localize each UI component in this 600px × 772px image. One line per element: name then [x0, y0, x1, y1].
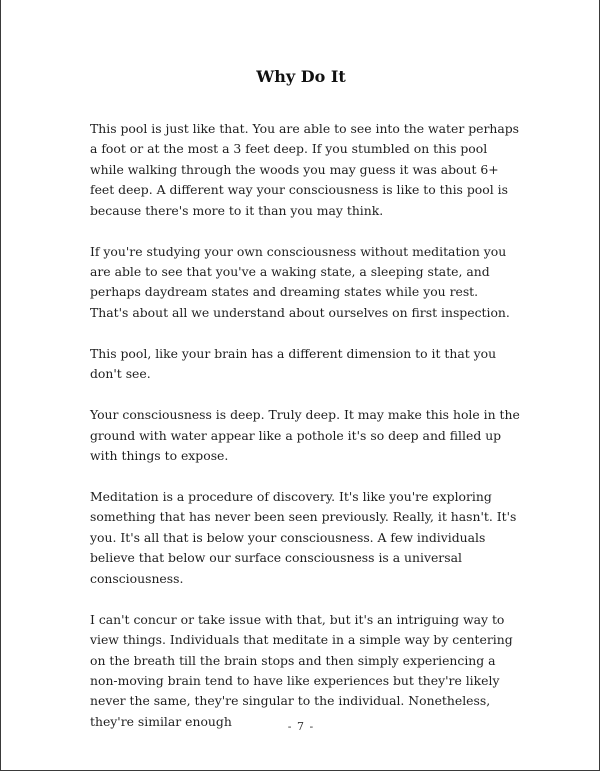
paragraph-6: I can't concur or take issue with that, but it's an intriguing way to view things. Individuals that meditate in a simple way by centering on the breath till the brain stops and then simply experiencing a non-moving brain tend to have like experiences but they're likely never the same, they're singular to the individual. Nonetheless, they're similar enough — [90, 611, 513, 729]
paragraph-2: If you're studying your own consciousness without meditation you are able to see that you've a waking state, a sleeping state, and perhaps daydream states and dreaming states while you rest. That's about all we understand about ourselves on first inspection. — [90, 243, 510, 320]
page-title: Why Do It — [256, 67, 346, 86]
page-number: - 7 - — [287, 720, 315, 733]
body-text — [90, 119, 520, 753]
paragraph-4: Your consciousness is deep. Truly deep. It may make this hole in the ground with water appear like a pothole it's so deep and filled up with things to expose. — [90, 407, 520, 464]
paragraph-1: This pool is just like that. You are able to see into the water perhaps a foot or at the most a 3 feet deep. If you stumbled on this pool while walking through the woods you may guess it was about 6+ feet deep. A different way your consciousness is like to this pool is because there's more to it than you may think. — [90, 121, 520, 218]
paragraph-5: Meditation is a procedure of discovery. It's like you're exploring something that has never been seen previously. Really, it hasn't. It's you. It's all that is below your consciousness. A few individuals believe that below our surface consciousness is a universal consciousness. — [90, 489, 517, 586]
paragraph-3: This pool, like your brain has a different dimension to it that you don't see. — [90, 345, 497, 382]
